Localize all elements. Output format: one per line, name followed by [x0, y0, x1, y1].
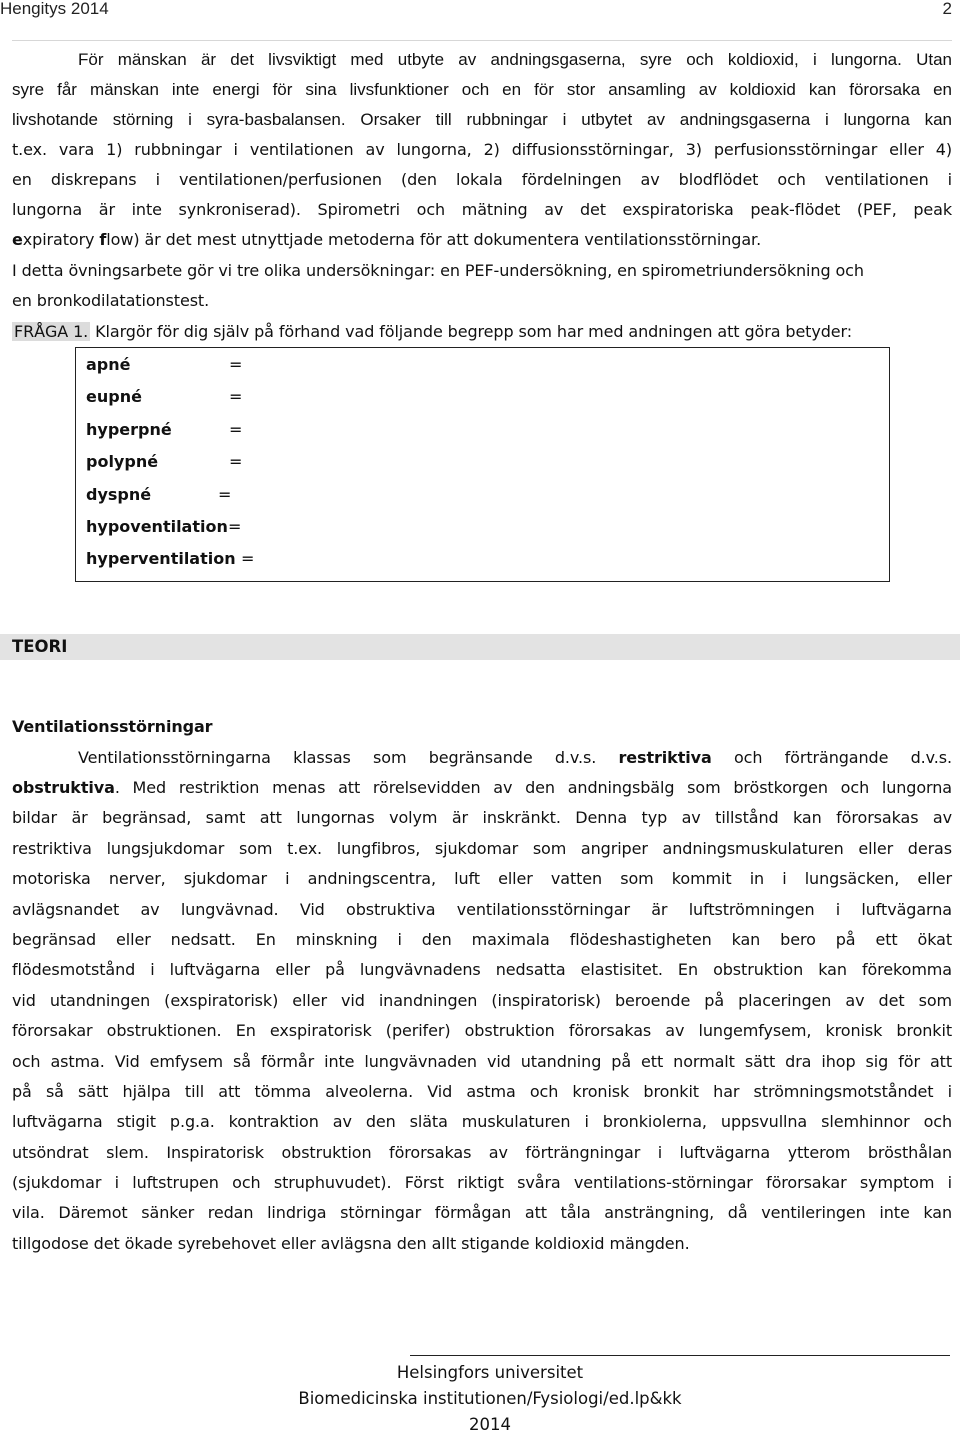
text-line: För mänskan är det livsviktigt med utbyte av andningsgaserna, syre och koldioxid, i lungorna. Utan — [78, 50, 952, 69]
footer-university: Helsingfors universitet — [396, 1363, 584, 1382]
term-label: hyperventilation — [86, 549, 236, 568]
header-divider — [12, 40, 952, 41]
text-line: I detta övningsarbete gör vi tre olika undersökningar: en PEF-undersökning, en spirometriundersökning och — [12, 261, 864, 280]
text-line: (sjukdomar i luftstrupen och struphuvudet). Först riktigt svåra ventilations-störningar förorsakar symptom i — [12, 1173, 952, 1192]
equals-sign: = — [229, 452, 243, 471]
footer-year: 2014 — [469, 1415, 511, 1434]
text-line: och astma. Vid emfysem så förmår inte lungvävnaden vid utandning på ett normalt sätt dra ihop sig för att — [12, 1052, 952, 1071]
text-span: Ventilationsstörningarna klassas som begränsande d.v.s. — [78, 748, 619, 767]
term-row — [86, 515, 242, 539]
text-span: xpiratory — [22, 230, 100, 249]
term-label: eupné — [86, 387, 142, 406]
document-title: Hengitys 2014 — [0, 0, 109, 18]
footer-line — [0, 1388, 960, 1410]
text-line: flödesmotstånd i luftvägarna eller på lungvävnadens nedsatta elastisitet. En obstruktion kan förekomma — [12, 960, 952, 979]
terms-box — [75, 347, 890, 582]
text-line: syre får mänskan inte energi för sina livsfunktioner och en för stor ansamling av koldioxid kan förorsaka en — [12, 80, 952, 99]
section-title: TEORI — [12, 637, 68, 656]
term-label: hypoventilation — [86, 517, 228, 536]
term-label: apné — [86, 355, 131, 374]
text-line: livshotande störning i syra-basbalansen. Orsaker till rubbningar i utbytet av andningsgaserna i lungorna kan — [12, 110, 952, 129]
text-line — [12, 229, 761, 251]
equals-sign: = — [218, 485, 232, 504]
term-label: dyspné — [86, 485, 152, 504]
text-span: . Med restriktion menas att rörelsevidden av den andningsbälg som bröstkorgen och lungorna — [114, 778, 952, 797]
text-line: t.ex. vara 1) rubbningar i ventilationen av lungorna, 2) diffusionsstörningar, 3) perfusionsstörningar eller 4) — [12, 140, 952, 159]
text-line: motoriska nerver, sjukdomar i andningscentra, luft eller vatten som kommit in i lungsäcken, eller — [12, 869, 952, 888]
text-line: lungorna är inte synkroniserad). Spirometri och mätning av det exspiratoriska peak-flödet (PEF, peak — [12, 200, 952, 219]
section-header-bar — [0, 634, 960, 660]
text-line: utsöndrat slem. Inspiratorisk obstruktion förorsakas av förträngningar i luftvägarna ytterom brösthålan — [12, 1143, 952, 1162]
page-number: 2 — [942, 0, 952, 18]
text-line — [12, 747, 952, 769]
text-line: på så sätt hjälpa till att tömma alveolerna. Vid astma och kronisk bronkit har strömningsmotståndet i — [12, 1082, 952, 1101]
term-row — [86, 450, 243, 474]
equals-sign: = — [229, 355, 243, 374]
footer-divider — [410, 1355, 950, 1356]
text-line: avlägsnandet av lungvävnad. Vid obstruktiva ventilationsstörningar är luftströmningen i luftvägarna — [12, 900, 952, 919]
term-label: polypné — [86, 452, 159, 471]
text-line: förorsakar obstruktionen. En exspiratorisk (perifer) obstruktion förorsakas av lungemfysem, kronisk bronkit — [12, 1021, 952, 1040]
text-line: restriktiva lungsjukdomar som t.ex. lungfibros, sjukdomar som angriper andningsmuskulaturen eller deras — [12, 839, 952, 858]
text-span: low) är det mest utnyttjade metoderna för att dokumentera ventilationsstörningar. — [106, 230, 762, 249]
term-row — [86, 385, 243, 409]
bold-letter: e — [12, 230, 23, 249]
bold-term: restriktiva — [618, 748, 712, 767]
footer-department: Biomedicinska institutionen/Fysiologi/ed.lp&kk — [298, 1389, 682, 1408]
page-header — [0, 0, 960, 22]
text-line: bildar är begränsad, samt att lungornas volym är inskränkt. Denna typ av tillstånd kan förorsakas av — [12, 808, 952, 827]
bold-term: obstruktiva — [12, 778, 115, 797]
term-row — [86, 483, 232, 507]
term-row — [86, 353, 243, 377]
term-row — [86, 547, 255, 571]
text-line: luftvägarna stigit p.g.a. kontraktion av den släta muskulaturen i bronkiolerna, uppsvullna slemhinnor och — [12, 1112, 952, 1131]
text-line — [12, 777, 952, 799]
text-line: begränsad eller nedsatt. En minskning i den maximala flödeshastigheten kan bero på ett ökat — [12, 930, 952, 949]
text-line: vid utandningen (exspiratorisk) eller vid inandningen (inspiratorisk) beroende på placeringen av det som — [12, 991, 952, 1010]
text-span: och förträngande d.v.s. — [711, 748, 952, 767]
question-label: FRÅGA 1. — [14, 322, 89, 341]
text-line: vila. Däremot sänker redan lindriga störningar förmågan att tåla ansträngning, då ventileringen inte kan — [12, 1203, 952, 1222]
equals-sign: = — [229, 387, 243, 406]
text-line: tillgodose det ökade syrebehovet eller avlägsna den allt stigande koldioxid mängden. — [12, 1234, 690, 1253]
text-line: en bronkodilatationstest. — [12, 291, 210, 310]
equals-sign: = — [229, 420, 243, 439]
bold-letter: f — [99, 230, 107, 249]
subsection-title: Ventilationsstörningar — [12, 717, 213, 736]
text-line: en diskrepans i ventilationen/perfusionen (den lokala fördelningen av blodflödet och ventilationen i — [12, 170, 952, 189]
question-text: Klargör för dig själv på förhand vad följande begrepp som har med andningen att göra betyder: — [90, 322, 853, 341]
question-line — [12, 321, 852, 343]
equals-sign: = — [228, 517, 242, 536]
term-row — [86, 418, 243, 442]
term-label: hyperpné — [86, 420, 172, 439]
footer-line — [0, 1362, 960, 1384]
equals-sign: = — [241, 549, 255, 568]
